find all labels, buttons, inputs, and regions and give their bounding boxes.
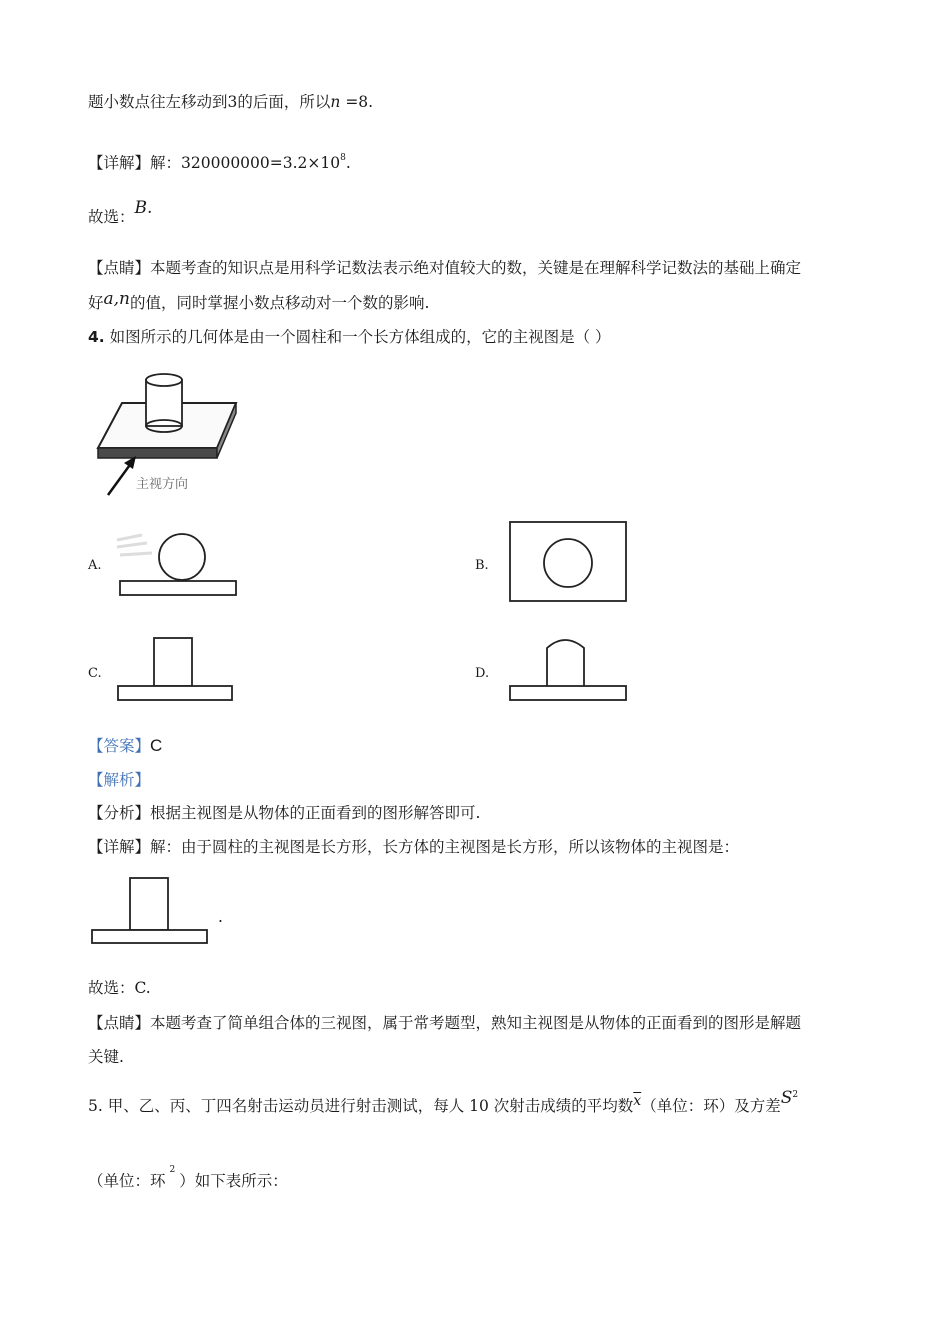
option-d-figure — [505, 630, 635, 705]
exponent: 2 — [792, 1090, 799, 1100]
comment-line-1: 【点睛】本题考查了简单组合体的三视图，属于常考题型，熟知主视图是从物体的正面看到的图形是解题 — [88, 1014, 802, 1032]
question-text: （单位：环 — [88, 1172, 166, 1190]
comment-line-2: 关键. — [88, 1048, 124, 1066]
math-var-an: a,n — [103, 289, 131, 309]
text-line-4 — [88, 257, 801, 279]
exponent: 2 — [169, 1165, 176, 1175]
solid-figure — [92, 368, 242, 498]
text: 的值，同时掌握小数点移动对一个数的影响. — [130, 294, 430, 312]
text-line-1 — [88, 91, 373, 113]
option-c-label: C. — [88, 666, 102, 681]
answer-b: B. — [134, 198, 153, 218]
option-d-label: D. — [475, 666, 490, 681]
math-xbar: $\overline{x}$ — [633, 1093, 642, 1109]
option-a-label: A. — [88, 558, 102, 573]
question-text: ）如下表所示： — [179, 1172, 288, 1190]
question-4 — [88, 326, 611, 348]
choice-line: 故选：C. — [88, 979, 151, 997]
exponent: 8 — [340, 153, 346, 163]
answer-line — [88, 735, 162, 757]
analysis-line: 【分析】根据主视图是从物体的正面看到的图形解答即可. — [88, 804, 481, 822]
question-number: 4. — [88, 328, 105, 346]
detail-line: 【详解】解：由于圆柱的主视图是长方形，长方体的主视图是长方形，所以该物体的主视图是： — [88, 838, 740, 856]
text: =8. — [340, 93, 374, 111]
text: ×10 — [307, 154, 341, 172]
solution-figure — [88, 872, 213, 947]
text: 好 — [88, 294, 104, 312]
view-direction-label: 主视方向 — [136, 477, 189, 492]
text-line-5 — [88, 289, 430, 314]
answer-tag: 【答案】 — [88, 737, 151, 755]
text: 的后面，所以 — [237, 93, 331, 111]
option-a-figure — [112, 525, 242, 600]
question-5-line-2 — [88, 1165, 288, 1195]
text: 解：320000000=3.2 — [150, 154, 308, 172]
answer-value: C — [150, 736, 163, 755]
detail-tag: 【详解】 — [88, 154, 151, 172]
text-line-2 — [88, 152, 351, 177]
text: 3 — [227, 93, 238, 111]
text: 故选： — [88, 208, 135, 226]
text: 【点睛】本题考查的知识点是用科学记数法表示绝对值较大的数，关键是在理解科学记数法的基础上确定 — [88, 259, 802, 277]
math-var-n: n — [330, 93, 341, 111]
text: . — [345, 154, 351, 172]
analysis-tag: 【解析】 — [88, 771, 151, 789]
question-text: 5. 甲、乙、丙、丁四名射击运动员进行射击测试，每人 10 次射击成绩的平均数 — [88, 1097, 634, 1115]
solution-dot: . — [218, 908, 223, 926]
question-5-line-1 — [88, 1088, 799, 1120]
text-line-3 — [88, 198, 153, 228]
option-b-figure — [505, 518, 630, 606]
question-text: （单位：环）及方差 — [641, 1097, 781, 1115]
question-text: 如图所示的几何体是由一个圆柱和一个长方体组成的，它的主视图是（ ） — [104, 328, 611, 346]
option-b-label: B. — [475, 558, 489, 573]
math-s: S — [780, 1088, 793, 1108]
option-c-figure — [112, 630, 242, 705]
text: 题小数点往左移动到 — [88, 93, 228, 111]
